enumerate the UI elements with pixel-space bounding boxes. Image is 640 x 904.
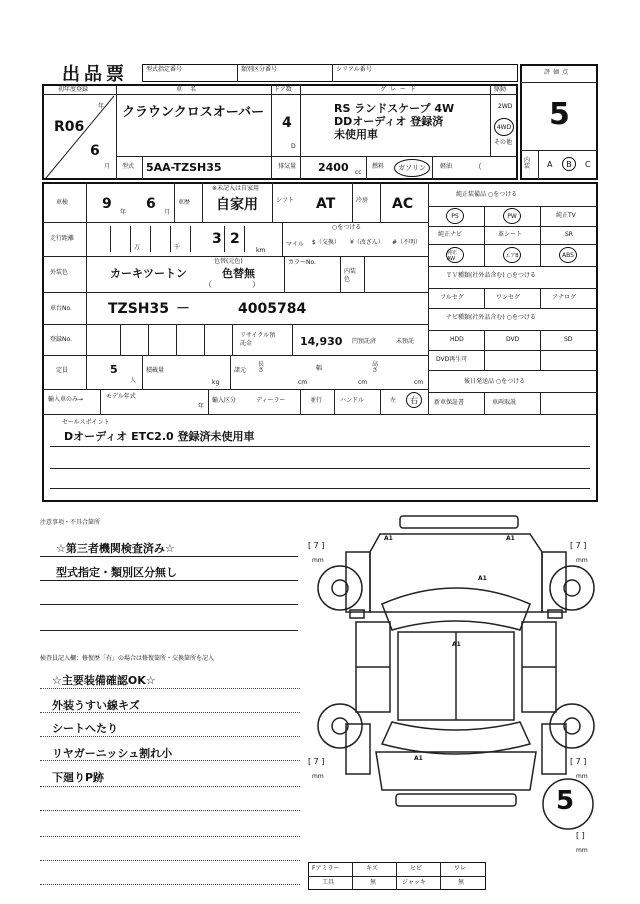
mile-option: マイル xyxy=(286,241,304,248)
oem-leather: 革シート xyxy=(498,231,523,238)
recycle-label: リサイクル預託金 xyxy=(240,332,276,347)
tire-fr-mm: mm xyxy=(576,557,588,564)
after-manual: 車両取説 xyxy=(492,399,517,406)
displacement-value: 2400 xyxy=(318,161,349,174)
score-label: 評価点 xyxy=(544,69,572,76)
spare-bracket: [ ] xyxy=(576,831,585,840)
damage-mark-front-left: A1 xyxy=(384,535,393,542)
usage-header: ※未記入は自家用 xyxy=(212,185,260,192)
grade-line-1: RS ランドスケープ 4W xyxy=(334,102,455,115)
drive-label: 駆動 xyxy=(494,86,507,93)
chassis-dash: － xyxy=(176,301,190,317)
tire-rr-bracket: [ 7 ] xyxy=(570,757,587,766)
light-oil-label: 軽油 xyxy=(440,163,453,170)
import-year-unit: 年 xyxy=(198,403,205,410)
footer-h3: ヒビ xyxy=(410,865,423,872)
inspector-2: 外装うすい線キズ xyxy=(52,699,140,712)
color-label: 外装色 xyxy=(50,269,69,276)
interior-b-circled: B xyxy=(562,157,576,171)
color-paren: （ ） xyxy=(204,280,260,289)
note-1: ☆第三者機関検査済み☆ xyxy=(56,542,175,555)
height-label: 高さ xyxy=(372,361,379,374)
damage-mark-roof: A1 xyxy=(452,641,461,648)
month-unit: 月 xyxy=(164,209,171,216)
oem-sr: SR xyxy=(565,231,573,238)
footer-h2: キズ xyxy=(366,865,378,872)
shift-value: AT xyxy=(316,196,336,212)
dvd-playback: DVD再生可 xyxy=(436,356,468,363)
mileage-digit-1: 3 xyxy=(212,231,222,247)
after-title: 後日発送品 ○をつける xyxy=(464,378,526,385)
oem-pw-circled: PW xyxy=(503,208,521,224)
oem-abs-circled: ABS xyxy=(559,247,577,263)
first-reg-label: 初年度登録 xyxy=(58,86,89,93)
inspection-label: 車検 xyxy=(56,199,69,206)
ac-label: 冷房 xyxy=(356,197,369,204)
category-no-label: 類別区分番号 xyxy=(241,66,278,73)
ac-value: AC xyxy=(392,196,414,212)
dealer-option: ディーラー xyxy=(256,397,286,404)
footer-jack-value: 無 xyxy=(458,879,465,886)
shift-label: シフト xyxy=(276,197,295,204)
nav-sd: SD xyxy=(564,336,573,343)
circle-note: ○をつける xyxy=(332,224,362,231)
color-change-value: 色替無 xyxy=(222,267,255,280)
light-oil-paren: （ xyxy=(474,162,482,171)
footer-tools: 工具 xyxy=(322,879,335,886)
left-option: 左 xyxy=(390,397,397,404)
year-unit: 年 xyxy=(120,209,127,216)
spare-mm: mm xyxy=(576,847,588,854)
capacity-value: 5 xyxy=(110,363,118,376)
spare-tire-score: 5 xyxy=(556,786,575,816)
length-cm: cm xyxy=(298,379,308,386)
width-label: 幅 xyxy=(316,365,323,372)
footer-tools-value: 無 xyxy=(370,879,377,886)
inspector-1: ☆主要装備確認OK☆ xyxy=(52,674,156,687)
height-cm: cm xyxy=(414,379,424,386)
cc-unit: cc xyxy=(355,169,362,176)
grade-label: グレード xyxy=(380,86,421,93)
form-title: 出品票 xyxy=(62,64,128,85)
right-option-circled: 右 xyxy=(406,392,422,408)
car-name-label: 車名 xyxy=(176,86,205,93)
damage-mark-rear: A1 xyxy=(414,755,423,762)
unknown-option: #（不明） xyxy=(392,239,422,246)
fuel-label: 燃料 xyxy=(372,163,385,170)
recycle-value: 14,930 xyxy=(300,335,343,348)
usage-value: 自家用 xyxy=(216,197,258,213)
import-label: 輸入車のみ→ xyxy=(48,396,84,403)
interior-color-label: 内装色 xyxy=(344,268,357,283)
inspector-title: 検査員記入欄：修復歴「有」の場合は修復箇所・交換箇所を記入 xyxy=(40,655,215,662)
model-type-label: 型式 xyxy=(122,163,135,170)
tv-oneseg: ワンセグ xyxy=(496,294,521,301)
cert-number-box xyxy=(142,64,518,82)
chassis-model: TZSH35 xyxy=(108,301,169,317)
nav-dvd: DVD xyxy=(506,336,520,343)
drive-2wd: 2WD xyxy=(498,103,513,110)
color-value: カーキツートン xyxy=(110,267,187,280)
interior-c: C xyxy=(585,160,591,169)
inspection-month: 6 xyxy=(146,196,156,212)
notes-title: 注意事項・不具合箇所 xyxy=(40,519,101,526)
mileage-label: 走行距離 xyxy=(50,235,75,242)
displacement-label: 排気量 xyxy=(278,163,297,170)
footer-h1: Fアミラー xyxy=(312,865,340,872)
model-cert-label: 型式指定番号 xyxy=(146,66,183,73)
model-year-label: モデル年式 xyxy=(106,393,136,400)
damage-mark-front-right: A1 xyxy=(506,535,515,542)
score-value: 5 xyxy=(549,97,570,132)
load-label: 積載量 xyxy=(146,367,165,374)
tire-fl-mm: mm xyxy=(312,557,324,564)
grade-line-2: DDオーディオ 登録済 xyxy=(334,115,444,128)
color-change-label: 色替(元色) xyxy=(214,258,243,265)
reg-label: 登録No. xyxy=(50,336,72,343)
footer-jack: ジャッキ xyxy=(402,879,426,886)
oem-tv: 純正TV xyxy=(556,212,576,219)
exchange-option: $（交換） xyxy=(312,239,340,246)
color-no-label: カラーNo. xyxy=(288,259,316,266)
tv-title: ＴＶ種類(社外品含む) ○をつける xyxy=(446,272,536,279)
capacity-label: 定員 xyxy=(56,367,69,374)
door-mark: D xyxy=(291,143,296,150)
km-unit: km xyxy=(256,247,266,254)
tire-rl-bracket: [ 7 ] xyxy=(308,757,325,766)
oem-ps-circled: PS xyxy=(446,208,464,224)
sales-text: Dオーディオ ETC2.0 登録済未使用車 xyxy=(64,430,255,443)
parallel-option: 並行 xyxy=(310,397,323,404)
kg-unit: kg xyxy=(212,379,220,386)
length-label: 長さ xyxy=(258,361,265,374)
interior-a: A xyxy=(547,160,553,169)
note-2: 型式指定・類別区分無し xyxy=(56,566,177,579)
interior-label: 内装 xyxy=(524,157,531,170)
month-mark: 月 xyxy=(104,163,111,170)
recycle-unit: 円預託済 xyxy=(352,338,377,345)
person-unit: 人 xyxy=(130,377,137,384)
inspection-year: 9 xyxy=(102,196,112,212)
handle-label: ハンドル xyxy=(340,397,365,404)
tire-fr-bracket: [ 7 ] xyxy=(570,541,587,550)
damage-mark-hood: A1 xyxy=(478,575,487,582)
fuel-gasoline-circled: ガソリン xyxy=(394,159,430,177)
after-warranty: 新車保証書 xyxy=(434,399,465,406)
first-reg-month: 6 xyxy=(90,143,100,159)
grade-line-3: 未使用車 xyxy=(334,128,378,141)
oem-aw-circled: 純正AW xyxy=(446,247,464,263)
inspector-4: リヤガーニッシュ割れ小 xyxy=(52,747,173,760)
nav-title: ナビ種類(社外品含む) ○をつける xyxy=(446,314,536,321)
serial-no-label: シリアル番号 xyxy=(336,66,372,73)
oem-title: 純正装備品 ○をつける xyxy=(456,191,518,198)
tv-fullseg: フルセグ xyxy=(440,294,464,301)
doors-value: 4 xyxy=(282,115,292,131)
tv-analog: アナログ xyxy=(552,294,577,301)
sen-unit: 千 xyxy=(174,244,181,251)
history-label: 車歴 xyxy=(178,199,191,206)
doors-label: ドア数 xyxy=(274,86,292,93)
year-mark: 年 xyxy=(98,103,105,110)
car-damage-diagram xyxy=(310,512,600,816)
drive-other: その他 xyxy=(494,139,513,146)
recycle-unpaid: 未預託 xyxy=(396,338,415,345)
inspector-5: 下廻りP跡 xyxy=(52,771,105,784)
tire-rr-mm: mm xyxy=(576,773,588,780)
footer-h4: ワレ xyxy=(454,865,467,872)
tire-rl-mm: mm xyxy=(312,773,324,780)
first-reg-era: R06 xyxy=(54,119,85,135)
inspector-3: シートへたり xyxy=(52,722,118,735)
dim-label: 諸元 xyxy=(234,367,247,374)
mileage-digit-2: 2 xyxy=(230,231,240,247)
model-type: 5AA-TZSH35 xyxy=(146,161,222,174)
man-unit: 万 xyxy=(134,244,141,251)
drive-4wd-circled: 4WD xyxy=(494,118,514,136)
sales-label: セールスポイント xyxy=(62,419,110,426)
oem-navi: 純正ナビ xyxy=(438,231,463,238)
nav-hdd: HDD xyxy=(450,336,464,343)
car-name: クラウンクロスオーバー xyxy=(122,105,265,120)
chassis-label: 車台No. xyxy=(50,305,72,312)
reset-option: ¥（改ざん） xyxy=(350,239,384,246)
chassis-no: 4005784 xyxy=(238,301,307,317)
oem-airbag-circled: エアB xyxy=(503,247,521,263)
width-cm: cm xyxy=(358,379,368,386)
import-cat-label: 輸入区分 xyxy=(212,397,237,404)
tire-fl-bracket: [ 7 ] xyxy=(308,541,325,550)
